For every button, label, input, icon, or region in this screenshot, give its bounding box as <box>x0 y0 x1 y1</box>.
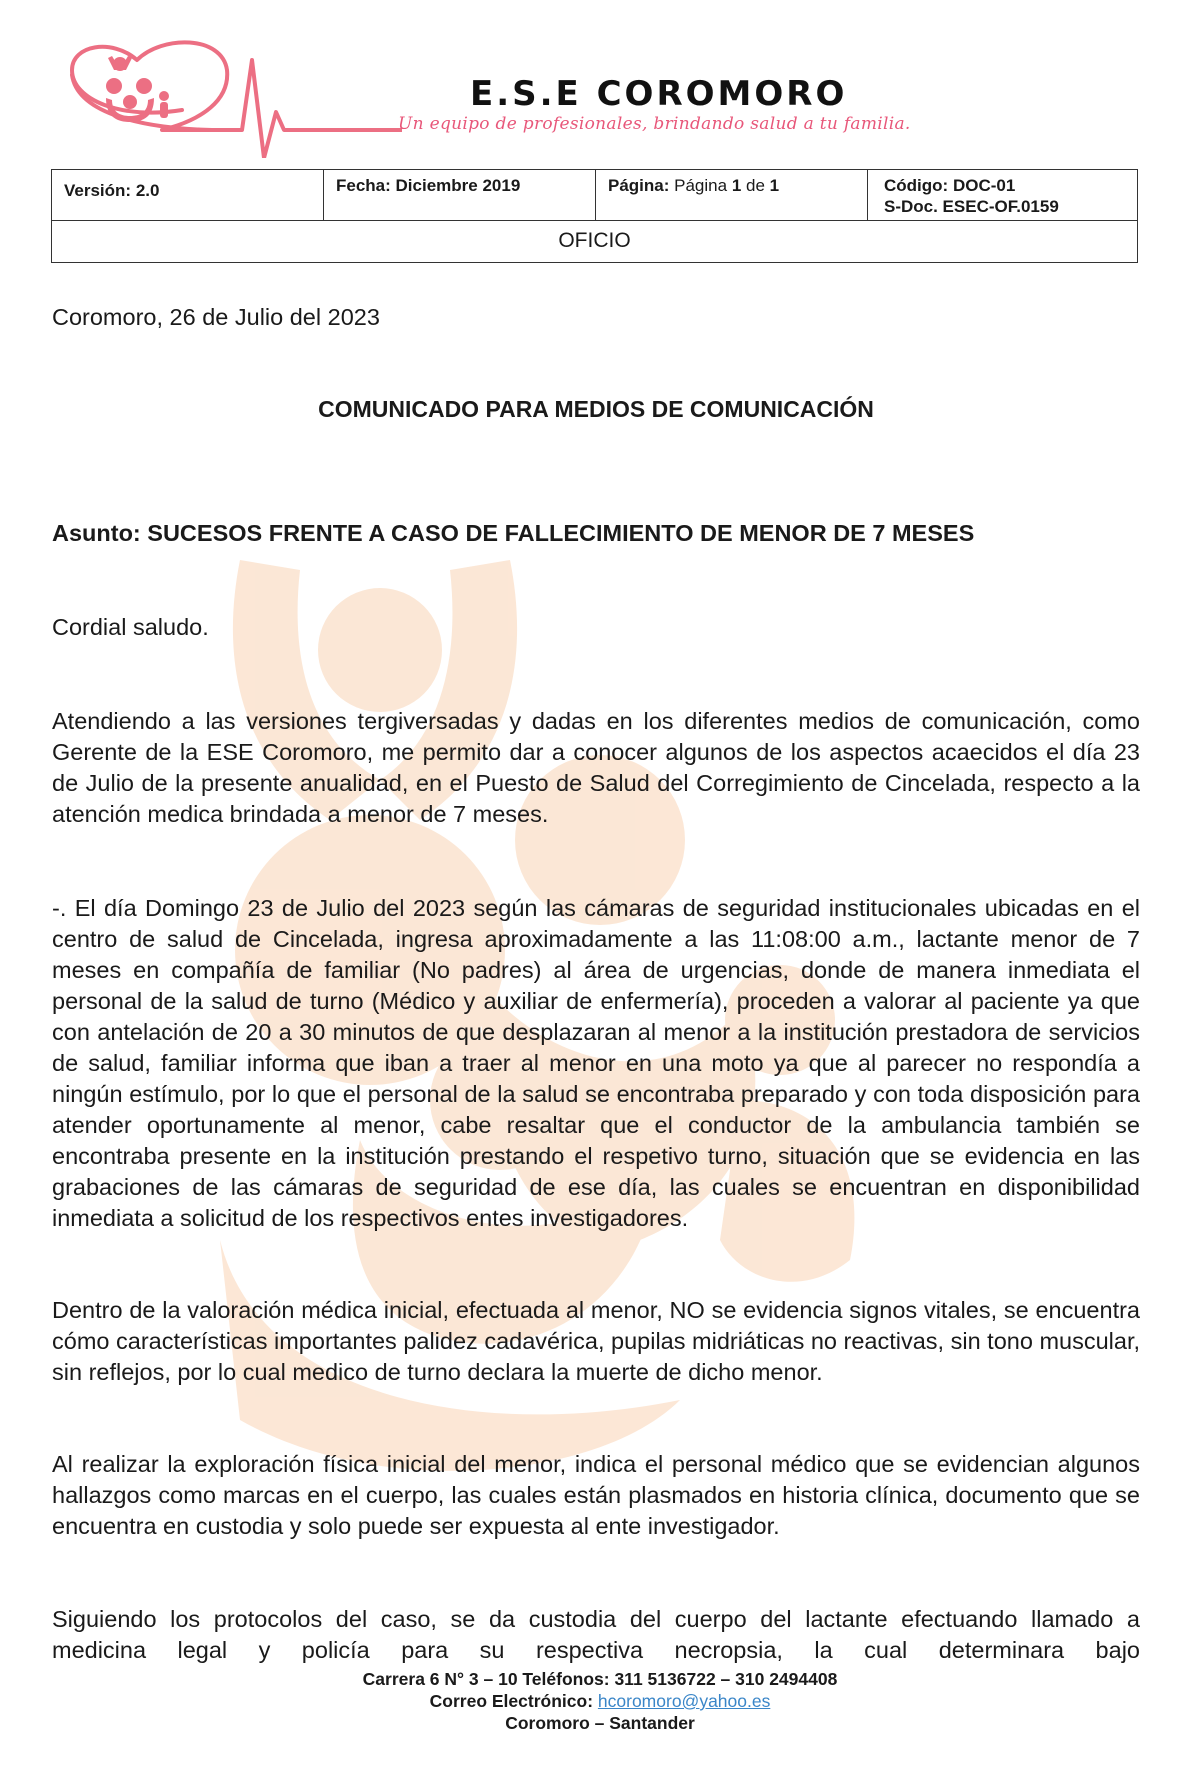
version-cell <box>52 170 324 220</box>
control-table-row <box>52 170 1137 221</box>
paragraph-exploration: Al realizar la exploración física inicial del menor, indica el personal médico que se evidencian algunos hallazgos como marcas en el cuerpo, las cuales están plasmados en historia clínica, documento que se encuentra en custodia y solo puede ser expuesta al ente investigador. <box>52 1451 1140 1539</box>
pagina-text: Página <box>674 176 728 195</box>
version-value: 2.0 <box>135 181 160 200</box>
sdoc-code: S-Doc. ESEC-OF.0159 <box>884 197 1059 216</box>
paragraph-protocols: Siguiendo los protocolos del caso, se da custodia del cuerpo del lactante efectuando llamado a medicina legal y policía para su respectiva necropsia, la cual determinara bajo <box>52 1606 1140 1663</box>
heart-family-logo-icon <box>62 40 402 158</box>
fecha-cell <box>324 170 596 220</box>
footer-email-link[interactable]: hcoromoro@yahoo.es <box>597 1691 771 1711</box>
paragraph-assessment: Dentro de la valoración médica inicial, efectuada al menor, NO se evidencia signos vitales, se encuentra cómo características importantes palidez cadavérica, pupilas midriáticas no reactivas, sin tono muscular, sin reflejos, por lo cual medico de turno declara la muerte de dicho menor. <box>52 1297 1141 1385</box>
paragraph-events: -. El día Domingo 23 de Julio del 2023 según las cámaras de seguridad institucionales ubicadas en el centro de salud de Cincelada, ingresa aproximadamente a las 11:08:00 a.m., lactante menor de 7 meses en compañía de familiar (No padres) al área de urgencias, donde de manera inmediata el personal de la salud de turno (Médico y auxiliar de enfermería), proceden a valorar al paciente ya que con antelación de 20 a 30 minutos de que desplazaran al menor a la institución prestadora de servicios de salud, familiar informa que iban a traer al menor en una moto ya que al parecer no respondía a ningún estímulo, por lo que el personal de la salud se encontraba preparado y con toda disposición para atender oportunamente al menor, cabe resaltar que el conductor de la ambulancia también se encontraba presente en la institución prestando el respetivo turno, situación que se evidencia en las grabaciones de las cámaras de seguridad de ese día, las cuales se encuentran en disponibilidad inmediata a solicitud de los respectivos entes investigadores. <box>52 895 1140 1231</box>
pagina-cell <box>596 170 868 220</box>
codigo-value: DOC-01 <box>952 176 1016 195</box>
organization-name: E.S.E COROMORO <box>470 74 848 114</box>
pagina-label: Página: <box>608 176 670 195</box>
document-control-table <box>51 169 1138 263</box>
pagina-number: 1 <box>731 176 742 195</box>
pagina-de: de <box>746 176 765 195</box>
letter-title: COMUNICADO PARA MEDIOS DE COMUNICACIÓN <box>318 396 874 422</box>
letter-subject: Asunto: SUCESOS FRENTE A CASO DE FALLECIMIENTO DE MENOR DE 7 MESES <box>52 520 975 546</box>
footer-address: Carrera 6 N° 3 – 10 Teléfonos: 311 5136722 – 310 2494408 <box>362 1669 838 1689</box>
codigo-label: Código: <box>884 176 949 195</box>
footer-location: Coromoro – Santander <box>505 1713 695 1733</box>
letter-date: Coromoro, 26 de Julio del 2023 <box>52 304 380 330</box>
version-label: Versión: <box>64 181 132 200</box>
letter-greeting: Cordial saludo. <box>52 614 209 640</box>
pagina-total: 1 <box>769 176 780 195</box>
codigo-cell <box>868 170 1137 220</box>
organization-slogan: Un equipo de profesionales, brindando salud a tu familia. <box>398 114 911 134</box>
footer-email-label: Correo Electrónico: <box>429 1691 594 1711</box>
fecha-value: Diciembre 2019 <box>395 176 521 195</box>
footer-email-line <box>0 1690 1200 1712</box>
document-type: OFICIO <box>558 229 631 252</box>
fecha-label: Fecha: <box>336 176 391 195</box>
paragraph-intro: Atendiendo a las versiones tergiversadas y dadas en los diferentes medios de comunicación, como Gerente de la ESE Coromoro, me permito dar a conocer algunos de los aspectos acaecidos el día 23 de Julio de la presente anualidad, en el Puesto de Salud del Corregimiento de Cincelada, respecto a la atención medica brindada a menor de 7 meses. <box>52 708 1140 827</box>
